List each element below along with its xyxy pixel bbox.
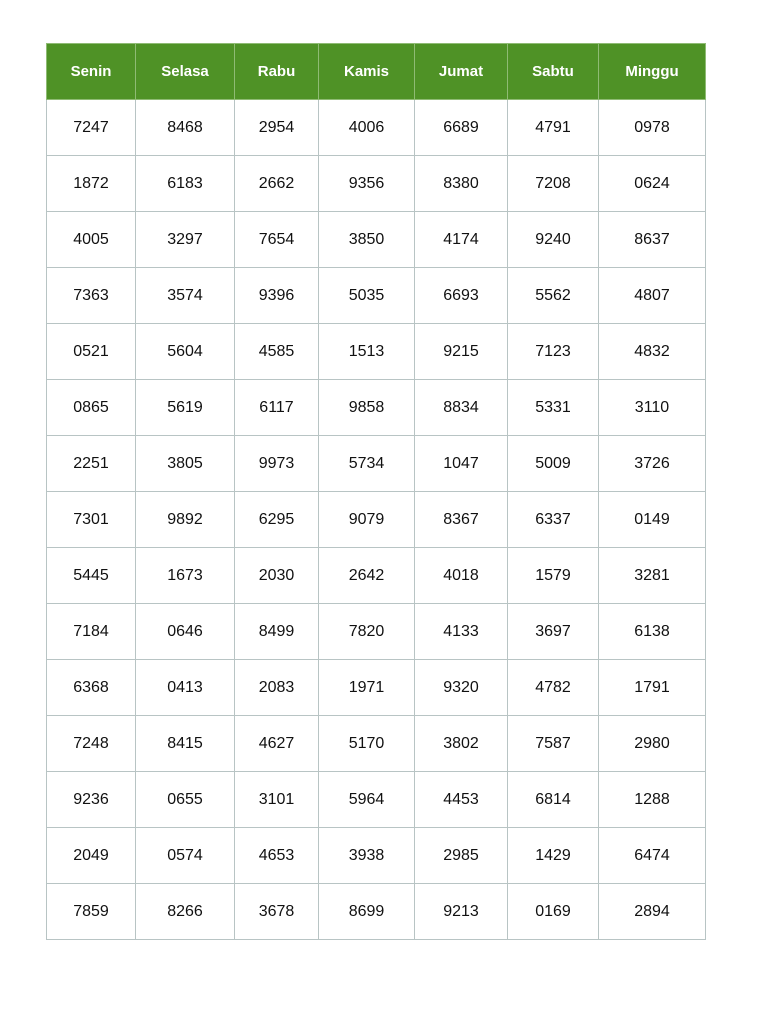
table-cell: 5035 <box>319 268 415 324</box>
table-cell: 9215 <box>415 324 508 380</box>
table-row <box>47 772 706 828</box>
table-cell: 8367 <box>415 492 508 548</box>
table-cell: 4791 <box>508 100 599 156</box>
table-cell: 8415 <box>136 716 235 772</box>
header-jumat: Jumat <box>415 44 508 100</box>
table-cell: 9213 <box>415 884 508 940</box>
table-cell: 4627 <box>235 716 319 772</box>
table-cell: 8699 <box>319 884 415 940</box>
table-cell: 6138 <box>599 604 706 660</box>
table-row <box>47 660 706 716</box>
table-cell: 5619 <box>136 380 235 436</box>
table-cell: 2980 <box>599 716 706 772</box>
table-cell: 0413 <box>136 660 235 716</box>
table-cell: 5331 <box>508 380 599 436</box>
table-cell: 1513 <box>319 324 415 380</box>
table-cell: 3802 <box>415 716 508 772</box>
table-cell: 6295 <box>235 492 319 548</box>
table-cell: 5604 <box>136 324 235 380</box>
table-cell: 4832 <box>599 324 706 380</box>
table-row <box>47 884 706 940</box>
table-cell: 6117 <box>235 380 319 436</box>
table-cell: 7301 <box>47 492 136 548</box>
table-cell: 6814 <box>508 772 599 828</box>
table-cell: 3297 <box>136 212 235 268</box>
table-cell: 4005 <box>47 212 136 268</box>
table-cell: 1047 <box>415 436 508 492</box>
table-row <box>47 548 706 604</box>
table-cell: 3726 <box>599 436 706 492</box>
table-cell: 7247 <box>47 100 136 156</box>
table-row <box>47 268 706 324</box>
table-cell: 1429 <box>508 828 599 884</box>
number-table <box>46 43 706 940</box>
table-cell: 8499 <box>235 604 319 660</box>
table-cell: 9892 <box>136 492 235 548</box>
table-cell: 0574 <box>136 828 235 884</box>
table-cell: 4653 <box>235 828 319 884</box>
table-cell: 3101 <box>235 772 319 828</box>
table-cell: 0149 <box>599 492 706 548</box>
table-cell: 6689 <box>415 100 508 156</box>
table-cell: 5734 <box>319 436 415 492</box>
table-cell: 3805 <box>136 436 235 492</box>
table-cell: 1288 <box>599 772 706 828</box>
table-row <box>47 492 706 548</box>
table-cell: 0865 <box>47 380 136 436</box>
table-row <box>47 828 706 884</box>
table-cell: 0624 <box>599 156 706 212</box>
table-cell: 7820 <box>319 604 415 660</box>
header-rabu: Rabu <box>235 44 319 100</box>
header-selasa: Selasa <box>136 44 235 100</box>
table-cell: 6368 <box>47 660 136 716</box>
table-cell: 6693 <box>415 268 508 324</box>
table-cell: 5562 <box>508 268 599 324</box>
header-senin: Senin <box>47 44 136 100</box>
table-cell: 1971 <box>319 660 415 716</box>
table-cell: 9079 <box>319 492 415 548</box>
table-header <box>47 44 706 100</box>
table-cell: 9396 <box>235 268 319 324</box>
table-row <box>47 212 706 268</box>
table-cell: 8637 <box>599 212 706 268</box>
table-row <box>47 604 706 660</box>
table-cell: 3281 <box>599 548 706 604</box>
table-body <box>47 100 706 940</box>
table-cell: 2662 <box>235 156 319 212</box>
table-cell: 1791 <box>599 660 706 716</box>
table-cell: 9236 <box>47 772 136 828</box>
table-cell: 0521 <box>47 324 136 380</box>
table-cell: 4018 <box>415 548 508 604</box>
table-cell: 3938 <box>319 828 415 884</box>
table-row <box>47 324 706 380</box>
table-cell: 2030 <box>235 548 319 604</box>
table-row <box>47 380 706 436</box>
table-cell: 4807 <box>599 268 706 324</box>
table-cell: 7587 <box>508 716 599 772</box>
table-cell: 7654 <box>235 212 319 268</box>
table-cell: 9356 <box>319 156 415 212</box>
table-cell: 1579 <box>508 548 599 604</box>
table-cell: 3697 <box>508 604 599 660</box>
header-minggu: Minggu <box>599 44 706 100</box>
table-cell: 8834 <box>415 380 508 436</box>
table-cell: 2985 <box>415 828 508 884</box>
table-cell: 6337 <box>508 492 599 548</box>
header-sabtu: Sabtu <box>508 44 599 100</box>
header-row <box>47 44 706 100</box>
table-cell: 4782 <box>508 660 599 716</box>
table-cell: 6183 <box>136 156 235 212</box>
table-cell: 9973 <box>235 436 319 492</box>
table-cell: 3678 <box>235 884 319 940</box>
table-cell: 7184 <box>47 604 136 660</box>
table-cell: 2049 <box>47 828 136 884</box>
table-cell: 5009 <box>508 436 599 492</box>
table-cell: 0978 <box>599 100 706 156</box>
table-cell: 5170 <box>319 716 415 772</box>
table-cell: 7123 <box>508 324 599 380</box>
header-kamis: Kamis <box>319 44 415 100</box>
table-cell: 1673 <box>136 548 235 604</box>
table-cell: 9240 <box>508 212 599 268</box>
table-cell: 4585 <box>235 324 319 380</box>
table-cell: 7363 <box>47 268 136 324</box>
table-cell: 8380 <box>415 156 508 212</box>
table-cell: 5445 <box>47 548 136 604</box>
table-row <box>47 436 706 492</box>
table-cell: 8266 <box>136 884 235 940</box>
table-cell: 7208 <box>508 156 599 212</box>
table-cell: 3110 <box>599 380 706 436</box>
table-cell: 2083 <box>235 660 319 716</box>
table-cell: 3850 <box>319 212 415 268</box>
table-cell: 2894 <box>599 884 706 940</box>
table-cell: 0646 <box>136 604 235 660</box>
table-cell: 9858 <box>319 380 415 436</box>
table-cell: 0169 <box>508 884 599 940</box>
table-cell: 7859 <box>47 884 136 940</box>
table-cell: 2642 <box>319 548 415 604</box>
table-cell: 1872 <box>47 156 136 212</box>
table-cell: 5964 <box>319 772 415 828</box>
table-cell: 4133 <box>415 604 508 660</box>
table-cell: 4174 <box>415 212 508 268</box>
table-cell: 3574 <box>136 268 235 324</box>
table-cell: 6474 <box>599 828 706 884</box>
table-row <box>47 100 706 156</box>
table-cell: 9320 <box>415 660 508 716</box>
table-cell: 4006 <box>319 100 415 156</box>
table-cell: 2251 <box>47 436 136 492</box>
table-row <box>47 716 706 772</box>
table-cell: 2954 <box>235 100 319 156</box>
table-cell: 4453 <box>415 772 508 828</box>
table-cell: 0655 <box>136 772 235 828</box>
table-cell: 8468 <box>136 100 235 156</box>
table-cell: 7248 <box>47 716 136 772</box>
table-row <box>47 156 706 212</box>
